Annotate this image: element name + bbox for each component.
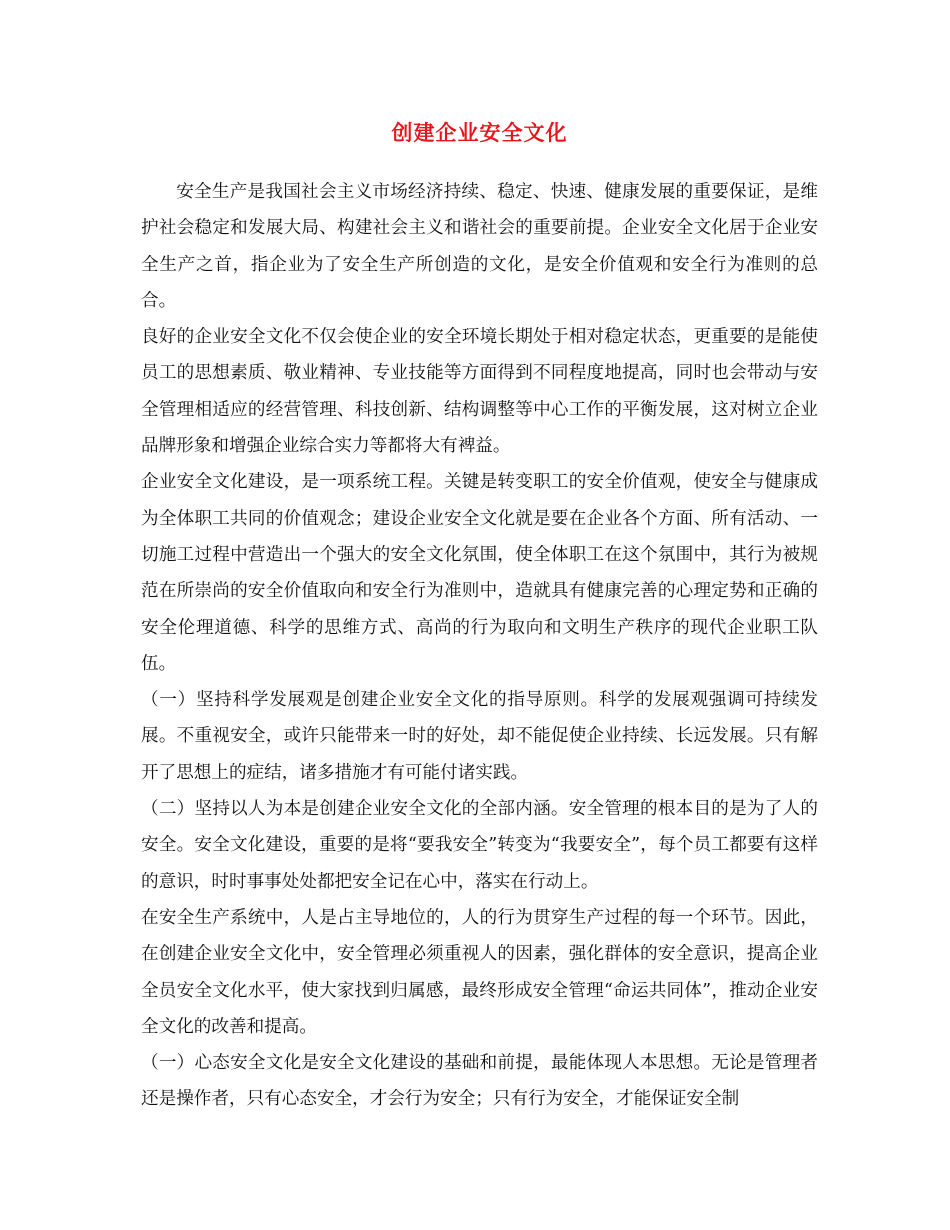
paragraph: （一）坚持科学发展观是创建企业安全文化的指导原则。科学的发展观强调可持续发展。不重视安全，或许只能带来一时的好处，却不能促使企业持续、长远发展。只有解开了思想上的症结，诸多措施才有可能付诸实践。 bbox=[141, 690, 818, 783]
paragraph: （一）心态安全文化是安全文化建设的基础和前提，最能体现人本思想。无论是管理者还是操作者，只有心态安全，才会行为安全；只有行为安全，才能保证安全制 bbox=[141, 1053, 818, 1110]
paragraph: 在安全生产系统中，人是占主导地位的，人的行为贯穿生产过程的每一个环节。因此，在创建企业安全文化中，安全管理必须重视人的因素，强化群体的安全意识，提高企业全员安全文化水平，使大家找到归属感，最终形成安全管理“命运共同体”，推动企业安全文化的改善和提高。 bbox=[141, 907, 818, 1037]
document-title: 创建企业安全文化 bbox=[391, 120, 568, 145]
paragraph-intro: 安全生产是我国社会主义市场经济持续、稳定、快速、健康发展的重要保证，是维护社会稳定和发展大局、构建社会主义和谐社会的重要前提。企业安全文化居于企业安全生产之首，指企业为了安全生产所创造的文化，是安全价值观和安全行为准则的总合。 bbox=[141, 182, 818, 311]
paragraph: （二）坚持以人为本是创建企业安全文化的全部内涵。安全管理的根本目的是为了人的安全。安全文化建设，重要的是将“要我安全”转变为“我要安全”，每个员工都要有这样的意识，时时事事处处都把安全记在心中，落实在行动上。 bbox=[141, 799, 818, 892]
paragraph: 良好的企业安全文化不仅会使企业的安全环境长期处于相对稳定状态，更重要的是能使员工的思想素质、敬业精神、专业技能等方面得到不同程度地提高，同时也会带动与安全管理相适应的经营管理、科技创新、结构调整等中心工作的平衡发展，这对树立企业品牌形象和增强企业综合实力等都将大有裨益。 bbox=[141, 327, 818, 457]
paragraph: 企业安全文化建设，是一项系统工程。关键是转变职工的安全价值观，使安全与健康成为全体职工共同的价值观念；建设企业安全文化就是要在企业各个方面、所有活动、一切施工过程中营造出一个强大的安全文化氛围，使全体职工在这个氛围中，其行为被规范在所崇尚的安全价值取向和安全行为准则中，造就具有健康完善的心理定势和正确的安全伦理道德、科学的思维方式、高尚的行为取向和文明生产秩序的现代企业职工队伍。 bbox=[141, 472, 818, 674]
